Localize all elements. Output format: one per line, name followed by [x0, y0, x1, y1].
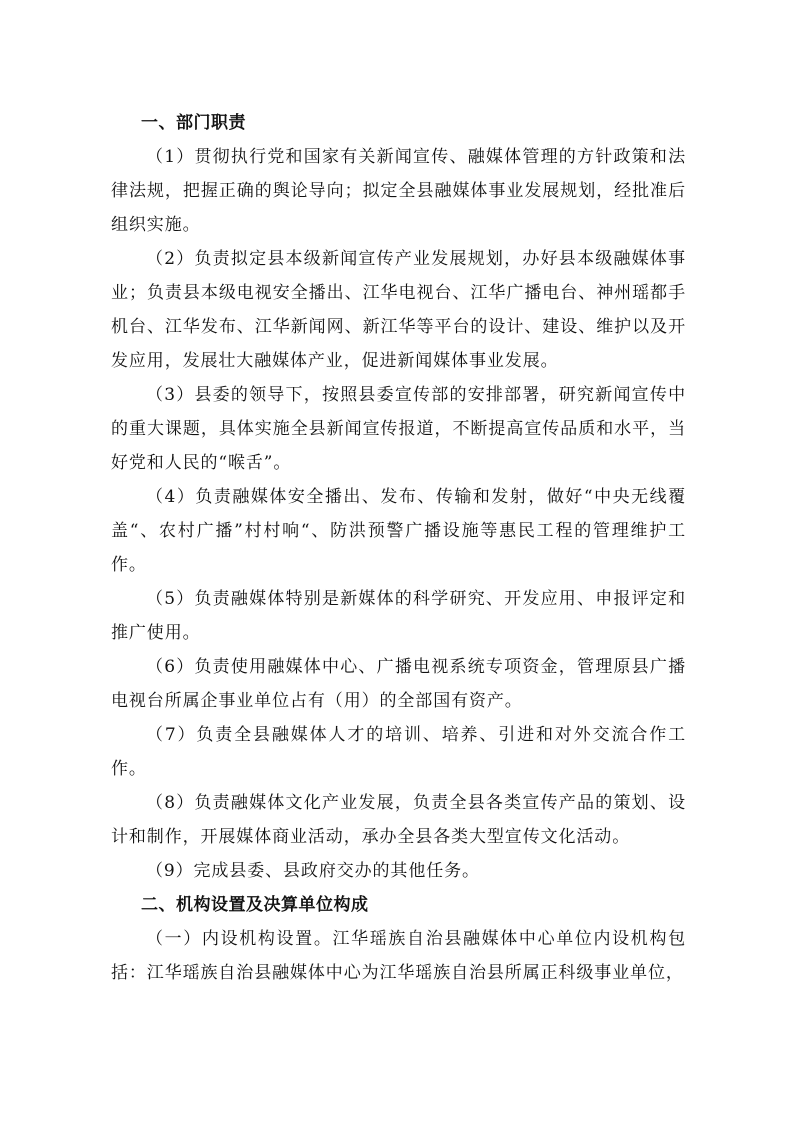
- section-heading-duties: 一、部门职责: [141, 113, 246, 133]
- duty-item-5: （5）负责融媒体特别是新媒体的科学研究、开发应用、申报评定和推广使用。: [111, 589, 686, 643]
- document-body: [111, 106, 686, 990]
- duty-item-8: （8）负责融媒体文化产业发展，负责全县各类宣传产品的策划、设计和制作，开展媒体商业活动，承办全县各类大型宣传文化活动。: [111, 793, 686, 847]
- duty-item-4: （4）负责融媒体安全播出、发布、传输和发射，做好“中央无线覆盖“、农村广播”村村响“、防洪预警广播设施等惠民工程的管理维护工作。: [111, 487, 686, 575]
- duty-item-3: （3）县委的领导下，按照县委宣传部的安排部署，研究新闻宣传中的重大课题，具体实施全县新闻宣传报道，不断提高宣传品质和水平，当好党和人民的“喉舌”。: [111, 385, 686, 473]
- duty-item-6: （6）负责使用融媒体中心、广播电视系统专项资金，管理原县广播电视台所属企事业单位占有（用）的全部国有资产。: [111, 657, 686, 711]
- duty-item-1: （1）贯彻执行党和国家有关新闻宣传、融媒体管理的方针政策和法律法规，把握正确的舆论导向；拟定全县融媒体事业发展规划，经批准后组织实施。: [111, 147, 686, 235]
- duty-item-2: （2）负责拟定县本级新闻宣传产业发展规划，办好县本级融媒体事业；负责县本级电视安全播出、江华电视台、江华广播电台、神州瑶都手机台、江华发布、江华新闻网、新江华等平台的设计、建设、维护以及开发应用，发展壮大融媒体产业，促进新闻媒体事业发展。: [111, 249, 686, 371]
- duty-item-7: （7）负责全县融媒体人才的培训、培养、引进和对外交流合作工作。: [111, 725, 686, 779]
- structure-list: [111, 922, 686, 990]
- duties-list: [111, 140, 686, 888]
- section-heading-structure: 二、机构设置及决算单位构成: [141, 895, 369, 915]
- structure-item-1: （一）内设机构设置。江华瑶族自治县融媒体中心单位内设机构包括：江华瑶族自治县融媒体中心为江华瑶族自治县所属正科级事业单位，: [111, 929, 686, 983]
- duty-item-9: （9）完成县委、县政府交办的其他任务。: [146, 861, 480, 881]
